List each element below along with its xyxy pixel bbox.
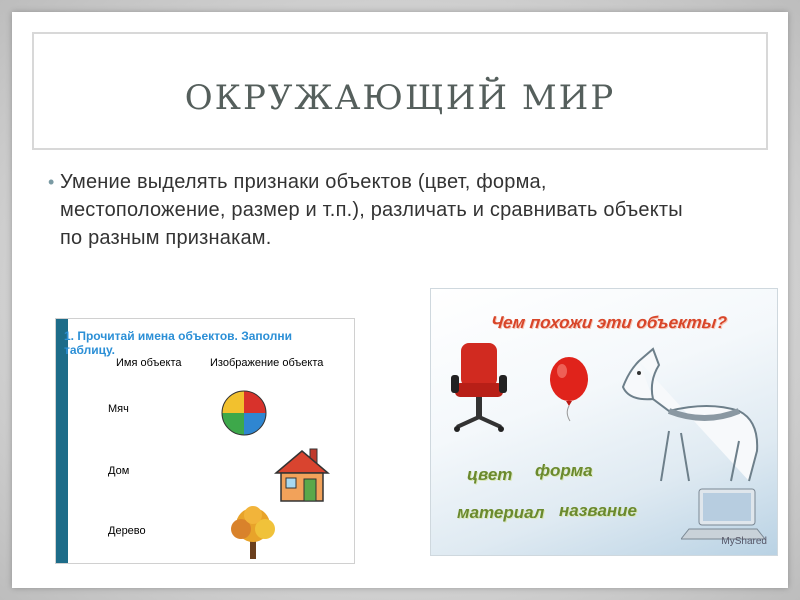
- word-shape: форма: [535, 461, 593, 480]
- illustration-title: Чем похожи эти объекты?: [490, 313, 728, 332]
- column-header-name: Имя объекта: [116, 357, 182, 369]
- row-label-tree: Дерево: [108, 525, 146, 537]
- bullet-icon: •: [48, 172, 55, 192]
- laptop-icon: [681, 485, 765, 543]
- chair-icon: [447, 339, 511, 435]
- balloon-icon: [547, 355, 591, 423]
- title-box: [32, 32, 768, 150]
- column-header-image: Изображение объекта: [210, 357, 324, 369]
- bullet-text-block: [48, 168, 700, 252]
- illustration-image: [430, 288, 778, 556]
- worksheet-title-line2: таблицу.: [64, 343, 115, 357]
- row-label-ball: Мяч: [108, 403, 129, 415]
- bullet-text: Умение выделять признаки объектов (цвет, форма, местоположение, размер и т.п.), различать и сравнивать объекты по разным признакам.: [60, 171, 683, 249]
- row-label-house: Дом: [108, 465, 130, 477]
- word-color: цвет: [467, 465, 513, 484]
- slide-title: ОКРУЖАЮЩИЙ МИР: [184, 78, 616, 118]
- tree-icon: [226, 505, 280, 561]
- horse-icon: [609, 341, 769, 491]
- worksheet-image: [55, 318, 355, 564]
- worksheet-title: [64, 329, 352, 357]
- house-icon: [274, 445, 330, 503]
- worksheet-title-line1: 1. Прочитай имена объектов. Заполни: [64, 329, 292, 343]
- word-material: материал: [457, 503, 545, 522]
- ball-icon: [220, 389, 268, 437]
- watermark: MyShared: [721, 536, 767, 547]
- slide: [12, 12, 788, 588]
- word-name: название: [559, 501, 638, 520]
